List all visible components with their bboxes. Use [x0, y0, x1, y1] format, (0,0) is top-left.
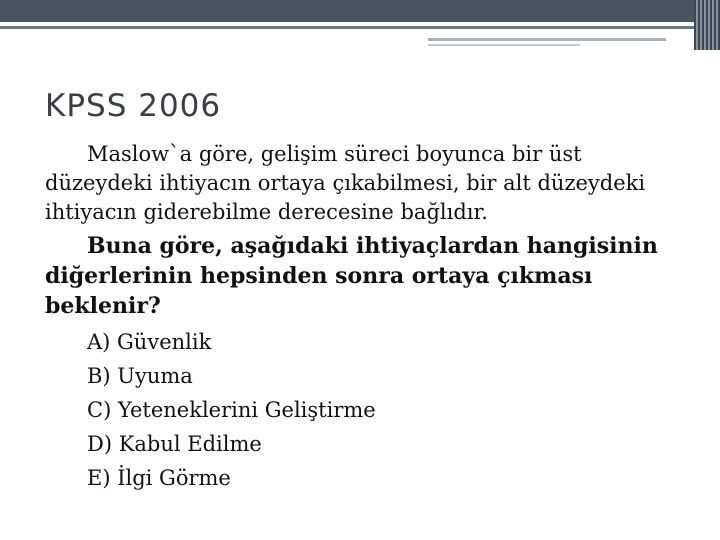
question-prompt: Buna göre, aşağıdaki ihtiyaçlardan hangisinin diğerlerinin hepsinden sonra ortaya çıkması beklenir? — [45, 233, 658, 319]
slide-body — [45, 140, 695, 495]
corner-stripes-decoration — [694, 0, 720, 50]
option-b: B) Uyuma — [87, 364, 193, 388]
header-bar — [0, 0, 720, 22]
option-a: A) Güvenlik — [87, 330, 212, 354]
option-d: D) Kabul Edilme — [87, 432, 262, 456]
answer-options — [87, 325, 695, 495]
header-divider — [0, 26, 700, 29]
option-c: C) Yeteneklerini Geliştirme — [87, 398, 376, 422]
accent-line-secondary — [428, 44, 580, 46]
option-e: E) İlgi Görme — [87, 466, 231, 490]
slide-title: KPSS 2006 — [45, 88, 222, 124]
accent-line — [428, 38, 666, 41]
question-statement: Maslow`a göre, gelişim süreci boyunca bir üst düzeydeki ihtiyacın ortaya çıkabilmesi, bir alt düzeydeki ihtiyacın giderebilme derecesine bağlıdır. — [45, 142, 646, 224]
